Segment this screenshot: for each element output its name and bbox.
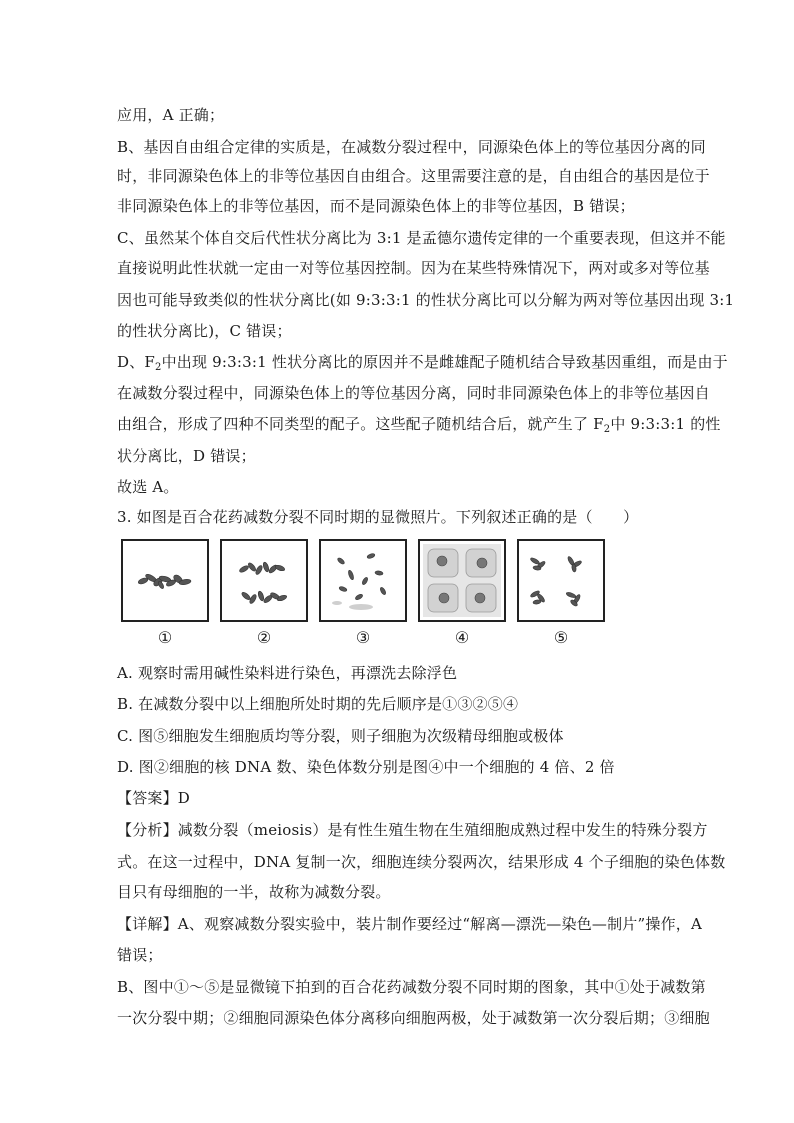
detail-line: 【详解】A、观察减数分裂实验中，装片制作要经过“解离—漂洗—染色—制片”操作，A — [117, 915, 703, 933]
option-b: B. 在减数分裂中以上细胞所处时期的先后顺序是①③②⑤④ — [117, 695, 519, 713]
text-line-d1 — [117, 352, 728, 372]
analysis-line: 式。在这一过程中，DNA 复制一次，细胞连续分裂两次，结果形成 4 个子细胞的染色体数 — [117, 853, 726, 871]
micrograph-3 — [319, 539, 407, 622]
micrograph-4 — [418, 539, 506, 622]
text-line: 直接说明此性状就一定由一对等位基因控制。因为在某些特殊情况下，两对或多对等位基 — [117, 259, 710, 277]
text-line: 故选 A。 — [117, 478, 179, 496]
cell-image-4 — [420, 541, 504, 620]
text-line: 在减数分裂过程中，同源染色体上的等位基因分离，同时非同源染色体上的非等位基因自 — [117, 384, 710, 402]
subscript: 2 — [603, 424, 611, 435]
question-stem: 3. 如图是百合花药减数分裂不同时期的显微照片。下列叙述正确的是（ ） — [117, 508, 639, 526]
option-c: C. 图⑤细胞发生细胞质均等分裂，则子细胞为次级精母细胞或极体 — [117, 727, 564, 745]
micrograph-2 — [220, 539, 308, 622]
detail-line: B、图中①～⑤是显微镜下拍到的百合花药减数分裂不同时期的图象，其中①处于减数第 — [117, 978, 706, 996]
text-line-d3 — [117, 414, 721, 434]
chromosome-image-3 — [321, 541, 405, 620]
text-line: C、虽然某个体自交后代性状分离比为 3:1 是孟德尔遗传定律的一个重要表现，但这并不能 — [117, 229, 726, 247]
figure-label-1: ① — [157, 628, 173, 647]
analysis-line: 目只有母细胞的一半，故称为减数分裂。 — [117, 883, 391, 901]
figure-label-5: ⑤ — [553, 628, 569, 647]
detail-line: 一次分裂中期；②细胞同源染色体分离移向细胞两极，处于减数第一次分裂后期；③细胞 — [117, 1009, 710, 1027]
micrograph-1 — [121, 539, 209, 622]
answer-line: 【答案】D — [117, 789, 191, 807]
subscript: 2 — [155, 362, 162, 373]
detail-line: 错误； — [117, 946, 163, 964]
micrograph-figures — [117, 539, 617, 651]
text-line: 时，非同源染色体上的非等位基因自由组合。这里需要注意的是，自由组合的基因是位于 — [117, 167, 710, 185]
text-segment: 中 9:3:3:1 的性 — [610, 415, 721, 433]
text-segment: 由组合，形成了四种不同类型的配子。这些配子随机结合后，就产生了 F — [117, 415, 604, 433]
text-line: 应用，A 正确； — [117, 106, 225, 124]
text-line: B、基因自由组合定律的实质是，在减数分裂过程中，同源染色体上的等位基因分离的同 — [117, 138, 706, 156]
text-segment: D、F — [117, 353, 156, 371]
text-line: 非同源染色体上的非等位基因，而不是同源染色体上的非等位基因，B 错误； — [117, 197, 635, 215]
figure-label-2: ② — [256, 628, 272, 647]
figure-label-3: ③ — [355, 628, 371, 647]
chromosome-image-5 — [519, 541, 603, 620]
option-d: D. 图②细胞的核 DNA 数、染色体数分别是图④中一个细胞的 4 倍、2 倍 — [117, 758, 615, 776]
option-a: A. 观察时需用碱性染料进行染色，再漂洗去除浮色 — [117, 664, 458, 682]
figure-label-4: ④ — [454, 628, 470, 647]
text-line: 状分离比，D 错误； — [117, 447, 256, 465]
micrograph-5 — [517, 539, 605, 622]
text-segment: 中出现 9:3:3:1 性状分离比的原因并不是雌雄配子随机结合导致基因重组，而是由于 — [161, 353, 728, 371]
chromosome-image-1 — [123, 541, 207, 620]
text-line: 因也可能导致类似的性状分离比(如 9:3:3:1 的性状分离比可以分解为两对等位基因出现 3:1 — [117, 291, 735, 309]
chromosome-image-2 — [222, 541, 306, 620]
text-line: 的性状分离比)，C 错误； — [117, 322, 292, 340]
analysis-line: 【分析】减数分裂（meiosis）是有性生殖生物在生殖细胞成熟过程中发生的特殊分裂方 — [117, 821, 708, 839]
